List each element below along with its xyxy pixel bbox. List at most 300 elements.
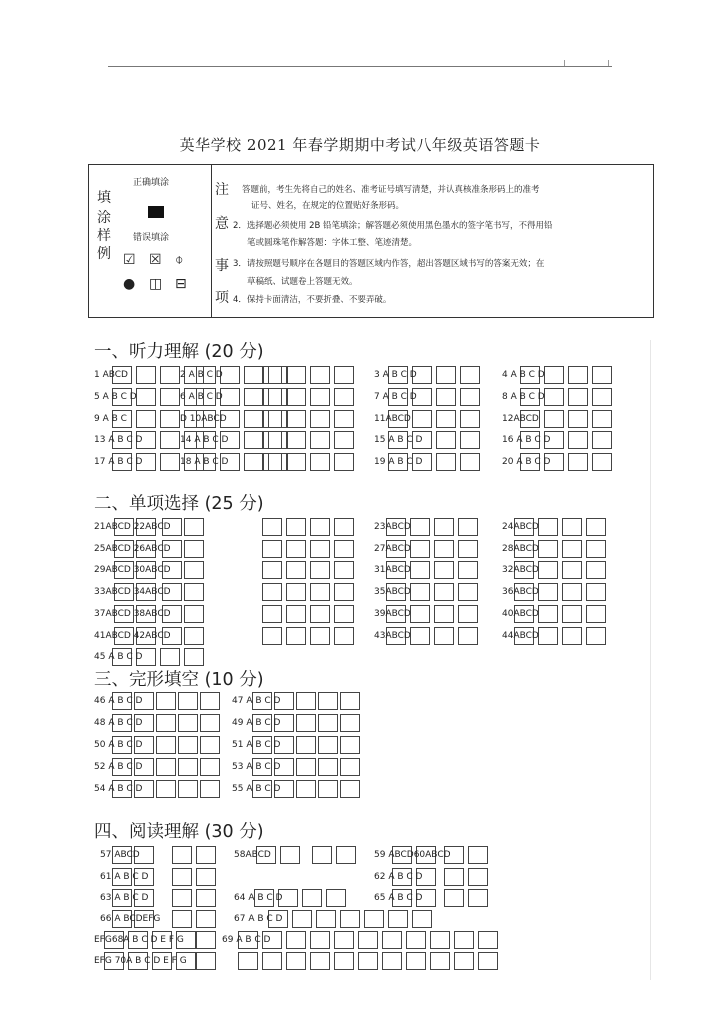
- answer-box[interactable]: [586, 518, 606, 536]
- answer-box[interactable]: [468, 846, 488, 864]
- answer-box[interactable]: [178, 758, 198, 776]
- answer-box[interactable]: [244, 366, 264, 384]
- answer-box[interactable]: [340, 736, 360, 754]
- question-item: 4 A B C D: [502, 370, 545, 380]
- answer-box[interactable]: [340, 780, 360, 798]
- answer-box[interactable]: [454, 931, 474, 949]
- question-item: 13 A B C D: [94, 435, 143, 445]
- question-item: 62 A B C D: [374, 872, 423, 882]
- notice-line: 3．请按照题号顺序在各题目的答题区域内作答，超出答题区域书写的答案无效；在: [233, 259, 545, 269]
- answer-box[interactable]: [196, 910, 216, 928]
- answer-box[interactable]: [286, 410, 306, 428]
- answer-box[interactable]: [296, 736, 316, 754]
- answer-box[interactable]: [178, 736, 198, 754]
- question-item: 55 A B C D: [232, 784, 281, 794]
- answer-box[interactable]: [444, 868, 464, 886]
- answer-box[interactable]: [286, 540, 306, 558]
- question-item: 20 A B C D: [502, 457, 551, 467]
- answer-box[interactable]: [388, 910, 408, 928]
- section-heading: 一、听力理解 (20 分): [94, 342, 264, 362]
- answer-box[interactable]: [334, 366, 354, 384]
- answer-box[interactable]: [280, 846, 300, 864]
- answer-box[interactable]: [262, 431, 282, 449]
- answer-box[interactable]: [334, 518, 354, 536]
- answer-box[interactable]: [586, 540, 606, 558]
- answer-box[interactable]: [160, 410, 180, 428]
- answer-box[interactable]: [340, 714, 360, 732]
- answer-box[interactable]: [196, 889, 216, 907]
- question-item: 15 A B C D: [374, 435, 423, 445]
- answer-box[interactable]: [592, 410, 612, 428]
- answer-box[interactable]: [460, 388, 480, 406]
- answer-box[interactable]: [458, 605, 478, 623]
- question-item: 50 A B C D: [94, 740, 143, 750]
- question-item: 1 ABCD: [94, 370, 128, 380]
- question-item: 49 A B C D: [232, 718, 281, 728]
- answer-box[interactable]: [296, 758, 316, 776]
- answer-box[interactable]: [544, 410, 564, 428]
- question-item: 52 A B C D: [94, 762, 143, 772]
- page-title: 英华学校 2021 年春学期期中考试八年级英语答题卡: [179, 136, 541, 154]
- answer-box[interactable]: [458, 540, 478, 558]
- question-item: 66 A BCDEFG: [100, 914, 161, 924]
- answer-box[interactable]: [262, 410, 282, 428]
- header-tick: [564, 60, 565, 66]
- answer-box[interactable]: [430, 931, 450, 949]
- answer-box[interactable]: [286, 583, 306, 601]
- answer-box[interactable]: [200, 714, 220, 732]
- answer-box[interactable]: [244, 453, 264, 471]
- question-item: 54 A B C D: [94, 784, 143, 794]
- dot-mark-icon: ●: [123, 276, 136, 292]
- question-item: 2 A B C D: [180, 370, 223, 380]
- question-item: 43ABCD: [374, 631, 411, 641]
- question-item: 25ABCD 26ABCD: [94, 544, 171, 554]
- question-item: 18 A B C D: [180, 457, 229, 467]
- answer-box[interactable]: [410, 518, 430, 536]
- question-item: 53 A B C D: [232, 762, 281, 772]
- answer-box[interactable]: [184, 583, 204, 601]
- question-item: 33ABCD 34ABCD: [94, 587, 171, 597]
- answer-box[interactable]: [200, 736, 220, 754]
- answer-box[interactable]: [410, 561, 430, 579]
- question-item: 59 ABCD60ABCD: [374, 850, 451, 860]
- answer-box[interactable]: [310, 366, 330, 384]
- section-heading: 四、阅读理解 (30 分): [94, 822, 264, 842]
- answer-box[interactable]: [184, 561, 204, 579]
- answer-box[interactable]: [296, 780, 316, 798]
- answer-box[interactable]: [178, 714, 198, 732]
- answer-box[interactable]: [568, 388, 588, 406]
- answer-box[interactable]: [334, 540, 354, 558]
- answer-box[interactable]: [326, 889, 346, 907]
- answer-box[interactable]: [592, 431, 612, 449]
- question-item: 16 A B C D: [502, 435, 551, 445]
- answer-box[interactable]: [310, 540, 330, 558]
- answer-box[interactable]: [156, 714, 176, 732]
- answer-box[interactable]: [538, 540, 558, 558]
- question-item: 32ABCD: [502, 565, 539, 575]
- answer-box[interactable]: [334, 931, 354, 949]
- answer-box[interactable]: [434, 583, 454, 601]
- answer-box[interactable]: [160, 431, 180, 449]
- answer-box[interactable]: [244, 410, 264, 428]
- answer-box[interactable]: [586, 583, 606, 601]
- answer-box[interactable]: [562, 518, 582, 536]
- section-heading: 三、完形填空 (10 分): [94, 670, 264, 690]
- question-item: 31ABCD: [374, 565, 411, 575]
- answer-box[interactable]: [410, 540, 430, 558]
- answer-box[interactable]: [136, 410, 156, 428]
- notice-side-char: 项: [215, 290, 229, 306]
- answer-box[interactable]: [172, 910, 192, 928]
- notice-side-char: 意: [215, 216, 229, 232]
- notice-line: 草稿纸、试题卷上答题无效。: [247, 277, 358, 287]
- answer-box[interactable]: [434, 627, 454, 645]
- answer-box[interactable]: [196, 952, 216, 970]
- question-item: EFG 70A B C D E F G: [94, 956, 187, 966]
- answer-box[interactable]: [562, 540, 582, 558]
- answer-box[interactable]: [436, 388, 456, 406]
- answer-box[interactable]: [562, 561, 582, 579]
- question-item: 44ABCD: [502, 631, 539, 641]
- check-mark-icon: ☑: [123, 252, 136, 268]
- answer-box[interactable]: [310, 583, 330, 601]
- answer-box[interactable]: [262, 366, 282, 384]
- wrong-fill-label: 错误填涂: [133, 233, 170, 243]
- answer-box[interactable]: [310, 518, 330, 536]
- question-item: 64 A B C D: [234, 893, 283, 903]
- answer-box[interactable]: [316, 910, 336, 928]
- correct-fill-label: 正确填涂: [133, 178, 170, 188]
- question-item: 48 A B C D: [94, 718, 143, 728]
- question-item: 39ABCD: [374, 609, 411, 619]
- answer-box[interactable]: [544, 366, 564, 384]
- answer-box[interactable]: [586, 605, 606, 623]
- answer-box[interactable]: [562, 627, 582, 645]
- answer-box[interactable]: [538, 627, 558, 645]
- question-item: 9 A B C: [94, 414, 127, 424]
- answer-box[interactable]: [568, 453, 588, 471]
- answer-box[interactable]: [568, 366, 588, 384]
- answer-box[interactable]: [302, 889, 322, 907]
- answer-box[interactable]: [334, 605, 354, 623]
- answer-box[interactable]: [286, 952, 306, 970]
- answer-box[interactable]: [220, 388, 240, 406]
- answer-box[interactable]: [458, 583, 478, 601]
- answer-box[interactable]: [286, 561, 306, 579]
- answer-box[interactable]: [310, 431, 330, 449]
- question-item: 65 A B C D: [374, 893, 423, 903]
- answer-box[interactable]: [286, 366, 306, 384]
- answer-box[interactable]: [310, 627, 330, 645]
- answer-box[interactable]: [156, 780, 176, 798]
- answer-box[interactable]: [178, 692, 198, 710]
- question-item: 14 A B C D: [180, 435, 229, 445]
- notice-line: 答题前，考生先将自己的姓名、准考证号填写清楚，并认真核准条形码上的准考: [242, 185, 540, 195]
- answer-box[interactable]: [568, 431, 588, 449]
- question-item: 47 A B C D: [232, 696, 281, 706]
- answer-box[interactable]: [312, 846, 332, 864]
- question-item: 41ABCD 42ABCD: [94, 631, 171, 641]
- line-mark-icon: ⊟: [175, 276, 187, 292]
- question-item: 37ABCD 38ABCD: [94, 609, 171, 619]
- answer-box[interactable]: [434, 605, 454, 623]
- header-tick: [608, 60, 609, 66]
- answer-box[interactable]: [262, 540, 282, 558]
- answer-box[interactable]: [334, 952, 354, 970]
- answer-box[interactable]: [318, 758, 338, 776]
- question-item: EFG68A B C D E F G: [94, 935, 184, 945]
- question-item: 21ABCD 22ABCD: [94, 522, 171, 532]
- answer-box[interactable]: [334, 627, 354, 645]
- answer-box[interactable]: [172, 889, 192, 907]
- answer-box[interactable]: [460, 366, 480, 384]
- answer-box[interactable]: [318, 736, 338, 754]
- cross-mark-icon: ☒: [149, 252, 162, 268]
- answer-box[interactable]: [318, 714, 338, 732]
- sample-label-char: 例: [97, 246, 111, 262]
- question-item: 69 A B C D: [222, 935, 271, 945]
- answer-box[interactable]: [410, 583, 430, 601]
- answer-box[interactable]: [286, 627, 306, 645]
- answer-box[interactable]: [460, 453, 480, 471]
- answer-box[interactable]: [410, 605, 430, 623]
- sample-label-char: 涂: [97, 210, 111, 226]
- answer-box[interactable]: [562, 583, 582, 601]
- notice-side-char: 注: [215, 182, 229, 198]
- answer-box[interactable]: [136, 366, 156, 384]
- question-item: D 10ABCD: [180, 414, 227, 424]
- answer-box[interactable]: [286, 518, 306, 536]
- answer-box[interactable]: [172, 846, 192, 864]
- section-heading: 二、单项选择 (25 分): [94, 494, 264, 514]
- answer-box[interactable]: [458, 518, 478, 536]
- answer-box[interactable]: [468, 889, 488, 907]
- answer-box[interactable]: [286, 931, 306, 949]
- answer-box[interactable]: [310, 931, 330, 949]
- answer-box[interactable]: [136, 388, 156, 406]
- answer-box[interactable]: [196, 931, 216, 949]
- answer-box[interactable]: [286, 388, 306, 406]
- answer-box[interactable]: [196, 846, 216, 864]
- question-item: 35ABCD: [374, 587, 411, 597]
- question-item: 11ABCD: [374, 414, 411, 424]
- question-item: 5 A B C D: [94, 392, 137, 402]
- answer-box[interactable]: [160, 388, 180, 406]
- answer-box[interactable]: [262, 561, 282, 579]
- sample-label-char: 填: [97, 190, 111, 206]
- answer-box[interactable]: [586, 561, 606, 579]
- answer-box[interactable]: [382, 952, 402, 970]
- answer-box[interactable]: [172, 868, 192, 886]
- answer-box[interactable]: [310, 453, 330, 471]
- answer-box[interactable]: [538, 605, 558, 623]
- answer-box[interactable]: [262, 605, 282, 623]
- answer-box[interactable]: [468, 868, 488, 886]
- margin-line: [650, 340, 651, 980]
- answer-box[interactable]: [184, 648, 204, 666]
- answer-box[interactable]: [178, 780, 198, 798]
- answer-box[interactable]: [160, 453, 180, 471]
- answer-box[interactable]: [200, 758, 220, 776]
- answer-box[interactable]: [160, 648, 180, 666]
- answer-box[interactable]: [406, 931, 426, 949]
- question-item: 28ABCD: [502, 544, 539, 554]
- question-item: 3 A B C D: [374, 370, 417, 380]
- question-item: 19 A B C D: [374, 457, 423, 467]
- answer-box[interactable]: [544, 388, 564, 406]
- answer-box[interactable]: [334, 561, 354, 579]
- answer-box[interactable]: [478, 931, 498, 949]
- answer-box[interactable]: [460, 431, 480, 449]
- answer-box[interactable]: [220, 366, 240, 384]
- answer-box[interactable]: [296, 692, 316, 710]
- answer-box[interactable]: [334, 431, 354, 449]
- question-item: 12ABCD: [502, 414, 539, 424]
- question-item: 61 A B C D: [100, 872, 149, 882]
- notice-line: 2．选择题必须使用 2B 铅笔填涂；解答题必须使用黑色墨水的签字笔书写，不得用铅: [233, 221, 553, 231]
- answer-box[interactable]: [160, 366, 180, 384]
- question-item: 58ABCD: [234, 850, 271, 860]
- answer-box[interactable]: [454, 952, 474, 970]
- answer-box[interactable]: [592, 366, 612, 384]
- answer-box[interactable]: [336, 846, 356, 864]
- answer-box[interactable]: [478, 952, 498, 970]
- answer-box[interactable]: [434, 518, 454, 536]
- answer-box[interactable]: [244, 388, 264, 406]
- answer-box[interactable]: [200, 780, 220, 798]
- question-item: 23ABCD: [374, 522, 411, 532]
- question-item: 24ABCD: [502, 522, 539, 532]
- question-item: 6 A B C D: [180, 392, 223, 402]
- answer-box[interactable]: [592, 453, 612, 471]
- answer-box[interactable]: [406, 952, 426, 970]
- header-rule: [108, 66, 612, 67]
- answer-box[interactable]: [562, 605, 582, 623]
- answer-box[interactable]: [586, 627, 606, 645]
- instructions-box: [88, 164, 654, 318]
- answer-box[interactable]: [184, 605, 204, 623]
- answer-box[interactable]: [460, 410, 480, 428]
- answer-box[interactable]: [238, 952, 258, 970]
- answer-box[interactable]: [286, 605, 306, 623]
- answer-box[interactable]: [286, 453, 306, 471]
- question-item: 67 A B C D: [234, 914, 283, 924]
- answer-box[interactable]: [358, 952, 378, 970]
- answer-box[interactable]: [262, 627, 282, 645]
- notice-line: 证号、姓名，在规定的位置贴好条形码。: [251, 201, 405, 211]
- answer-box[interactable]: [184, 540, 204, 558]
- question-item: 45 A B C D: [94, 652, 143, 662]
- answer-box[interactable]: [436, 410, 456, 428]
- question-item: 29ABCD 30ABCD: [94, 565, 171, 575]
- question-item: 7 A B C D: [374, 392, 417, 402]
- question-item: 27ABCD: [374, 544, 411, 554]
- answer-box[interactable]: [292, 910, 312, 928]
- answer-box[interactable]: [196, 868, 216, 886]
- answer-box[interactable]: [568, 410, 588, 428]
- answer-box[interactable]: [334, 388, 354, 406]
- answer-box[interactable]: [412, 910, 432, 928]
- answer-box[interactable]: [262, 518, 282, 536]
- answer-box[interactable]: [310, 561, 330, 579]
- answer-box[interactable]: [458, 627, 478, 645]
- answer-box[interactable]: [200, 692, 220, 710]
- answer-box[interactable]: [262, 583, 282, 601]
- answer-box[interactable]: [382, 931, 402, 949]
- answer-box[interactable]: [434, 540, 454, 558]
- answer-box[interactable]: [310, 410, 330, 428]
- answer-box[interactable]: [412, 410, 432, 428]
- answer-box[interactable]: [156, 736, 176, 754]
- notice-line: 4．保持卡面清洁，不要折叠、不要弄破。: [233, 295, 392, 305]
- answer-box[interactable]: [310, 388, 330, 406]
- answer-box[interactable]: [310, 605, 330, 623]
- question-item: 36ABCD: [502, 587, 539, 597]
- answer-box[interactable]: [434, 561, 454, 579]
- answer-box[interactable]: [436, 366, 456, 384]
- answer-box[interactable]: [538, 518, 558, 536]
- answer-box[interactable]: [538, 561, 558, 579]
- notice-side-char: 事: [215, 258, 229, 274]
- answer-box[interactable]: [340, 692, 360, 710]
- correct-fill-mark: [148, 206, 164, 218]
- answer-box[interactable]: [340, 910, 360, 928]
- question-item: 51 A B C D: [232, 740, 281, 750]
- answer-box[interactable]: [184, 518, 204, 536]
- slash-circle-icon: ⌽: [175, 252, 184, 268]
- sample-label-char: 样: [97, 228, 111, 244]
- answer-box[interactable]: [296, 714, 316, 732]
- answer-box[interactable]: [156, 758, 176, 776]
- box-divider: [211, 165, 212, 317]
- question-item: 63 A B C D: [100, 893, 149, 903]
- answer-box[interactable]: [184, 627, 204, 645]
- answer-box[interactable]: [410, 627, 430, 645]
- answer-box[interactable]: [340, 758, 360, 776]
- answer-box[interactable]: [156, 692, 176, 710]
- answer-box[interactable]: [592, 388, 612, 406]
- answer-box[interactable]: [458, 561, 478, 579]
- half-fill-icon: ◫: [149, 276, 163, 292]
- answer-box[interactable]: [436, 431, 456, 449]
- answer-box[interactable]: [444, 889, 464, 907]
- question-item: 57 ABCD: [100, 850, 140, 860]
- answer-box[interactable]: [244, 431, 264, 449]
- answer-box[interactable]: [436, 453, 456, 471]
- answer-box[interactable]: [430, 952, 450, 970]
- question-item: 8 A B C D: [502, 392, 545, 402]
- question-item: 46 A B C D: [94, 696, 143, 706]
- answer-box[interactable]: [334, 410, 354, 428]
- answer-box[interactable]: [334, 453, 354, 471]
- answer-box[interactable]: [318, 692, 338, 710]
- answer-box[interactable]: [262, 952, 282, 970]
- answer-box[interactable]: [262, 388, 282, 406]
- question-item: 17 A B C D: [94, 457, 143, 467]
- notice-line: 笔或圆珠笔作解答题：字体工整、笔迹清楚。: [247, 238, 418, 248]
- answer-box[interactable]: [334, 583, 354, 601]
- answer-box[interactable]: [310, 952, 330, 970]
- answer-box[interactable]: [262, 453, 282, 471]
- question-item: 40ABCD: [502, 609, 539, 619]
- answer-box[interactable]: [358, 931, 378, 949]
- answer-box[interactable]: [286, 431, 306, 449]
- answer-box[interactable]: [318, 780, 338, 798]
- answer-box[interactable]: [364, 910, 384, 928]
- answer-box[interactable]: [538, 583, 558, 601]
